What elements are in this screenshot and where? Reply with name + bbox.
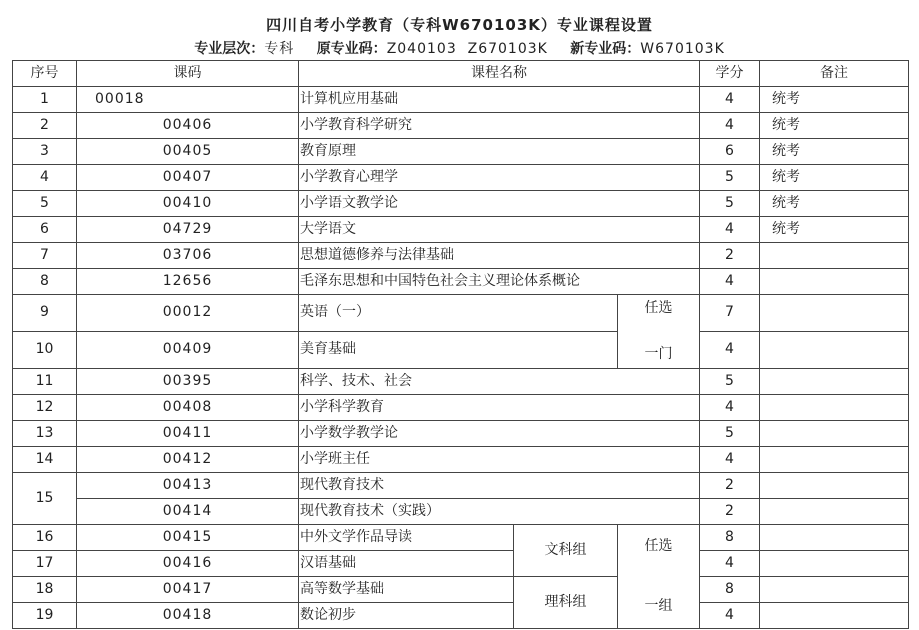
row-credit: 8 (700, 577, 760, 603)
header-code: 课码 (77, 61, 299, 87)
group-arts: 文科组 (514, 525, 618, 577)
course-table (12, 60, 909, 629)
row-credit: 4 (700, 332, 760, 369)
row-code: 00415 (77, 525, 299, 551)
table-row (13, 525, 909, 551)
row-credit: 2 (700, 499, 760, 525)
row-credit: 4 (700, 87, 760, 113)
row-credit: 5 (700, 165, 760, 191)
row-name: 现代教育技术 (299, 473, 700, 499)
row-note (760, 369, 909, 395)
table-header-row (13, 61, 909, 87)
row-note (760, 499, 909, 525)
row-note (760, 243, 909, 269)
row-credit: 4 (700, 603, 760, 629)
row-code: 00018 (77, 87, 299, 113)
row-note (760, 269, 909, 295)
row-index: 8 (13, 269, 77, 295)
row-name: 小学班主任 (299, 447, 700, 473)
row-credit: 4 (700, 113, 760, 139)
row-index: 18 (13, 577, 77, 603)
table-row (13, 243, 909, 269)
row-name: 思想道德修养与法律基础 (299, 243, 700, 269)
elective-group-line1: 任选 (644, 538, 673, 554)
row-note (760, 551, 909, 577)
row-index: 3 (13, 139, 77, 165)
level-label: 专业层次： (194, 41, 265, 57)
table-row (13, 447, 909, 473)
row-code: 04729 (77, 217, 299, 243)
row-note (760, 603, 909, 629)
header-credit: 学分 (700, 61, 760, 87)
row-code: 00410 (77, 191, 299, 217)
table-row (13, 369, 909, 395)
row-code: 00407 (77, 165, 299, 191)
row-code: 12656 (77, 269, 299, 295)
row-index: 4 (13, 165, 77, 191)
row-note: 统考 (760, 217, 909, 243)
row-credit: 4 (700, 217, 760, 243)
table-row (13, 165, 909, 191)
row-note (760, 447, 909, 473)
header-index: 序号 (13, 61, 77, 87)
row-name: 汉语基础 (299, 551, 514, 577)
old-code-value: Z040103 Z670103K (386, 41, 548, 57)
page-title: 四川自考小学教育（专科W670103K）专业课程设置 (266, 16, 653, 34)
row-index: 1 (13, 87, 77, 113)
row-note: 统考 (760, 113, 909, 139)
row-note (760, 525, 909, 551)
row-note: 统考 (760, 87, 909, 113)
row-credit: 2 (700, 243, 760, 269)
row-index: 19 (13, 603, 77, 629)
row-index: 10 (13, 332, 77, 369)
row-note (760, 421, 909, 447)
row-credit: 5 (700, 191, 760, 217)
row-name: 科学、技术、社会 (299, 369, 700, 395)
row-index: 16 (13, 525, 77, 551)
row-note (760, 332, 909, 369)
row-credit: 5 (700, 421, 760, 447)
row-credit: 4 (700, 395, 760, 421)
row-index: 6 (13, 217, 77, 243)
row-code: 00413 (77, 473, 299, 499)
row-code: 00406 (77, 113, 299, 139)
header-note: 备注 (760, 61, 909, 87)
elective-group-line2: 一组 (644, 597, 673, 614)
row-credit: 4 (700, 269, 760, 295)
row-name: 英语（一） (299, 295, 618, 332)
table-row (13, 551, 909, 577)
row-name: 高等数学基础 (299, 577, 514, 603)
table-row (13, 332, 909, 369)
row-index: 13 (13, 421, 77, 447)
row-credit: 5 (700, 369, 760, 395)
row-name: 美育基础 (299, 332, 618, 369)
row-credit: 2 (700, 473, 760, 499)
row-code: 00395 (77, 369, 299, 395)
table-row (13, 395, 909, 421)
row-name: 计算机应用基础 (299, 87, 700, 113)
row-note (760, 295, 909, 332)
row-note: 统考 (760, 191, 909, 217)
row-code: 00405 (77, 139, 299, 165)
table-row (13, 499, 909, 525)
row-note (760, 395, 909, 421)
elective-one-line1: 任选 (644, 300, 673, 316)
table-row (13, 269, 909, 295)
table-row (13, 217, 909, 243)
table-row (13, 473, 909, 499)
old-code-label: 原专业码： (316, 41, 387, 57)
row-code: 00408 (77, 395, 299, 421)
row-name: 小学数学教学论 (299, 421, 700, 447)
row-index: 12 (13, 395, 77, 421)
row-name: 中外文学作品导读 (299, 525, 514, 551)
table-row (13, 113, 909, 139)
row-code: 00414 (77, 499, 299, 525)
row-index: 7 (13, 243, 77, 269)
row-credit: 6 (700, 139, 760, 165)
elective-one-cell (618, 295, 700, 369)
row-code: 00417 (77, 577, 299, 603)
level-value: 专科 (264, 41, 295, 57)
group-science: 理科组 (514, 577, 618, 629)
row-credit: 7 (700, 295, 760, 332)
table-row (13, 139, 909, 165)
row-index: 2 (13, 113, 77, 139)
row-code: 00416 (77, 551, 299, 577)
row-index: 15 (13, 473, 77, 525)
row-index: 17 (13, 551, 77, 577)
row-note: 统考 (760, 165, 909, 191)
row-name: 小学教育科学研究 (299, 113, 700, 139)
row-name: 数论初步 (299, 603, 514, 629)
row-credit: 8 (700, 525, 760, 551)
row-credit: 4 (700, 447, 760, 473)
table-row (13, 603, 909, 629)
row-name: 毛泽东思想和中国特色社会主义理论体系概论 (299, 269, 700, 295)
row-credit: 4 (700, 551, 760, 577)
row-index: 14 (13, 447, 77, 473)
row-name: 小学教育心理学 (299, 165, 700, 191)
row-code: 03706 (77, 243, 299, 269)
row-code: 00409 (77, 332, 299, 369)
table-row (13, 191, 909, 217)
row-name: 小学语文教学论 (299, 191, 700, 217)
elective-one-line2: 一门 (644, 345, 673, 362)
row-note (760, 473, 909, 499)
row-index: 9 (13, 295, 77, 332)
row-code: 00412 (77, 447, 299, 473)
row-code: 00012 (77, 295, 299, 332)
table-row (13, 421, 909, 447)
row-name: 教育原理 (299, 139, 700, 165)
row-name: 现代教育技术（实践） (299, 499, 700, 525)
row-name: 小学科学教育 (299, 395, 700, 421)
table-row (13, 577, 909, 603)
table-row (13, 295, 909, 332)
row-code: 00411 (77, 421, 299, 447)
new-code-label: 新专业码： (570, 41, 641, 57)
row-note: 统考 (760, 139, 909, 165)
row-code: 00418 (77, 603, 299, 629)
row-name: 大学语文 (299, 217, 700, 243)
subtitle (0, 38, 919, 58)
new-code-value: W670103K (640, 41, 725, 57)
header-name: 课程名称 (299, 61, 700, 87)
row-note (760, 577, 909, 603)
table-row (13, 87, 909, 113)
row-index: 11 (13, 369, 77, 395)
row-index: 5 (13, 191, 77, 217)
elective-group-cell (618, 525, 700, 629)
